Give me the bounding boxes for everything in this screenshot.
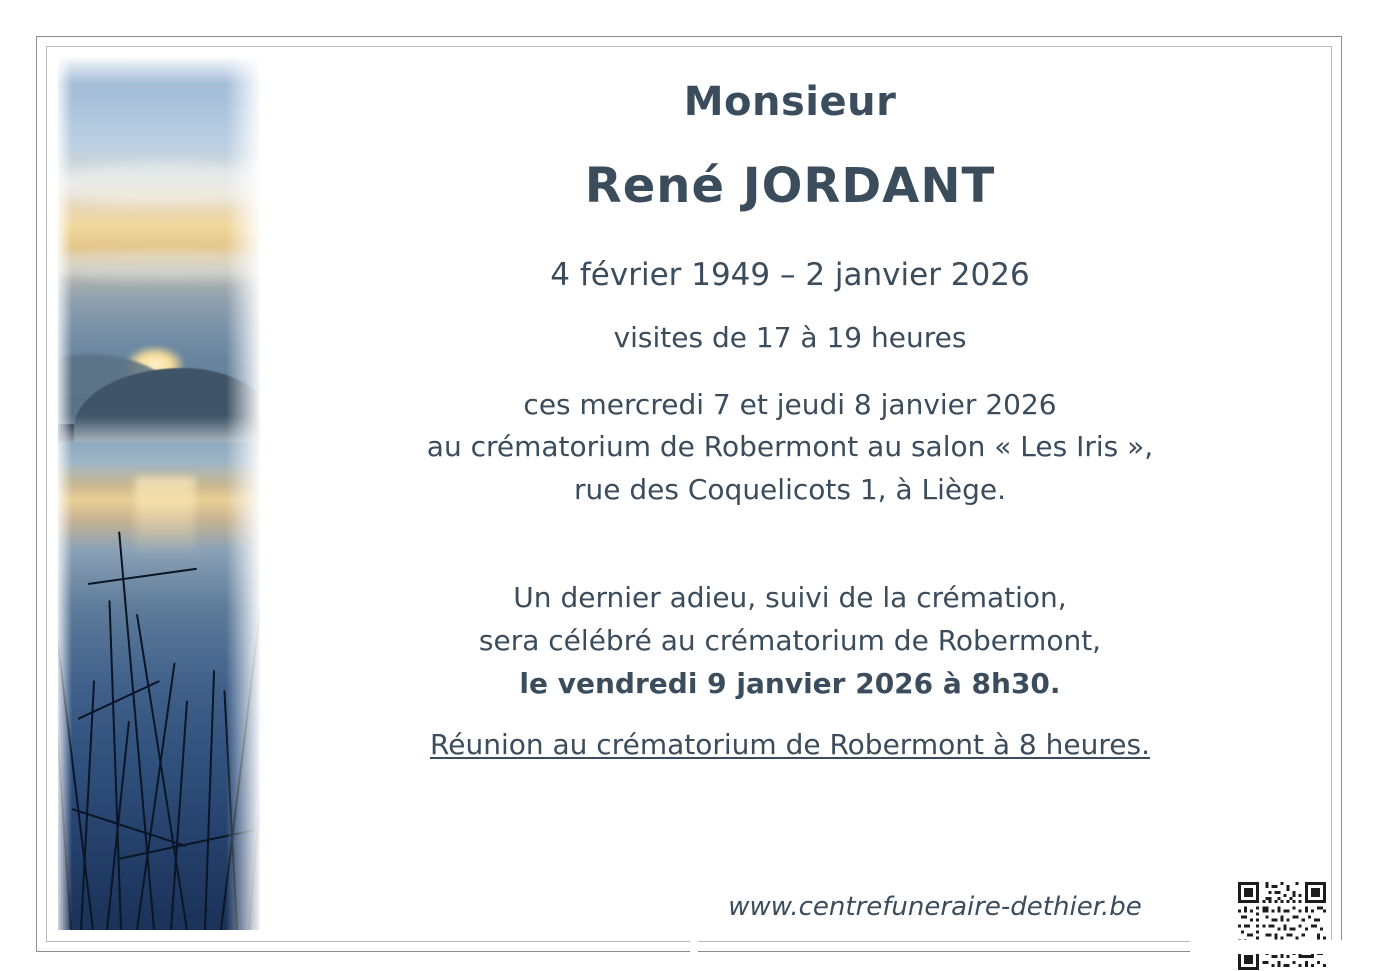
venue-block [290,384,1290,512]
visit-days: ces mercredi 7 et jeudi 8 janvier 2026 [523,387,1057,421]
deceased-name: René JORDANT [584,158,996,214]
honorific: Monsieur [683,79,897,125]
qr-code[interactable] [1238,882,1326,970]
farewell-line-2: sera célébré au crématorium de Robermont, [478,624,1102,658]
farewell-block [290,577,1290,705]
announcement-text [290,80,1290,761]
life-dates: 4 février 1949 – 2 janvier 2026 [550,256,1030,293]
website-url[interactable]: www.centrefuneraire-dethier.be [728,892,1142,922]
ceremony-datetime: le vendredi 9 janvier 2026 à 8h30. [519,667,1061,701]
visit-hours: visites de 17 à 19 heures [613,320,967,354]
photo-right-fade [226,58,260,930]
reunion-note: Réunion au crématorium de Robermont à 8 heures. [430,727,1150,761]
lake-at-sunrise-photo [58,58,260,930]
edge-notch [1196,940,1376,954]
photo-top-fade [58,58,260,84]
edge-notch [690,940,698,954]
spacer [290,511,1290,577]
photo-left-fade [58,58,72,930]
farewell-line-1: Un dernier adieu, suivi de la crémation, [513,581,1067,615]
photo-sun-reflection [135,477,196,555]
venue-line-2: rue des Coquelicots 1, à Liège. [573,472,1007,506]
venue-line-1: au crématorium de Robermont au salon « Les Iris », [426,430,1154,464]
